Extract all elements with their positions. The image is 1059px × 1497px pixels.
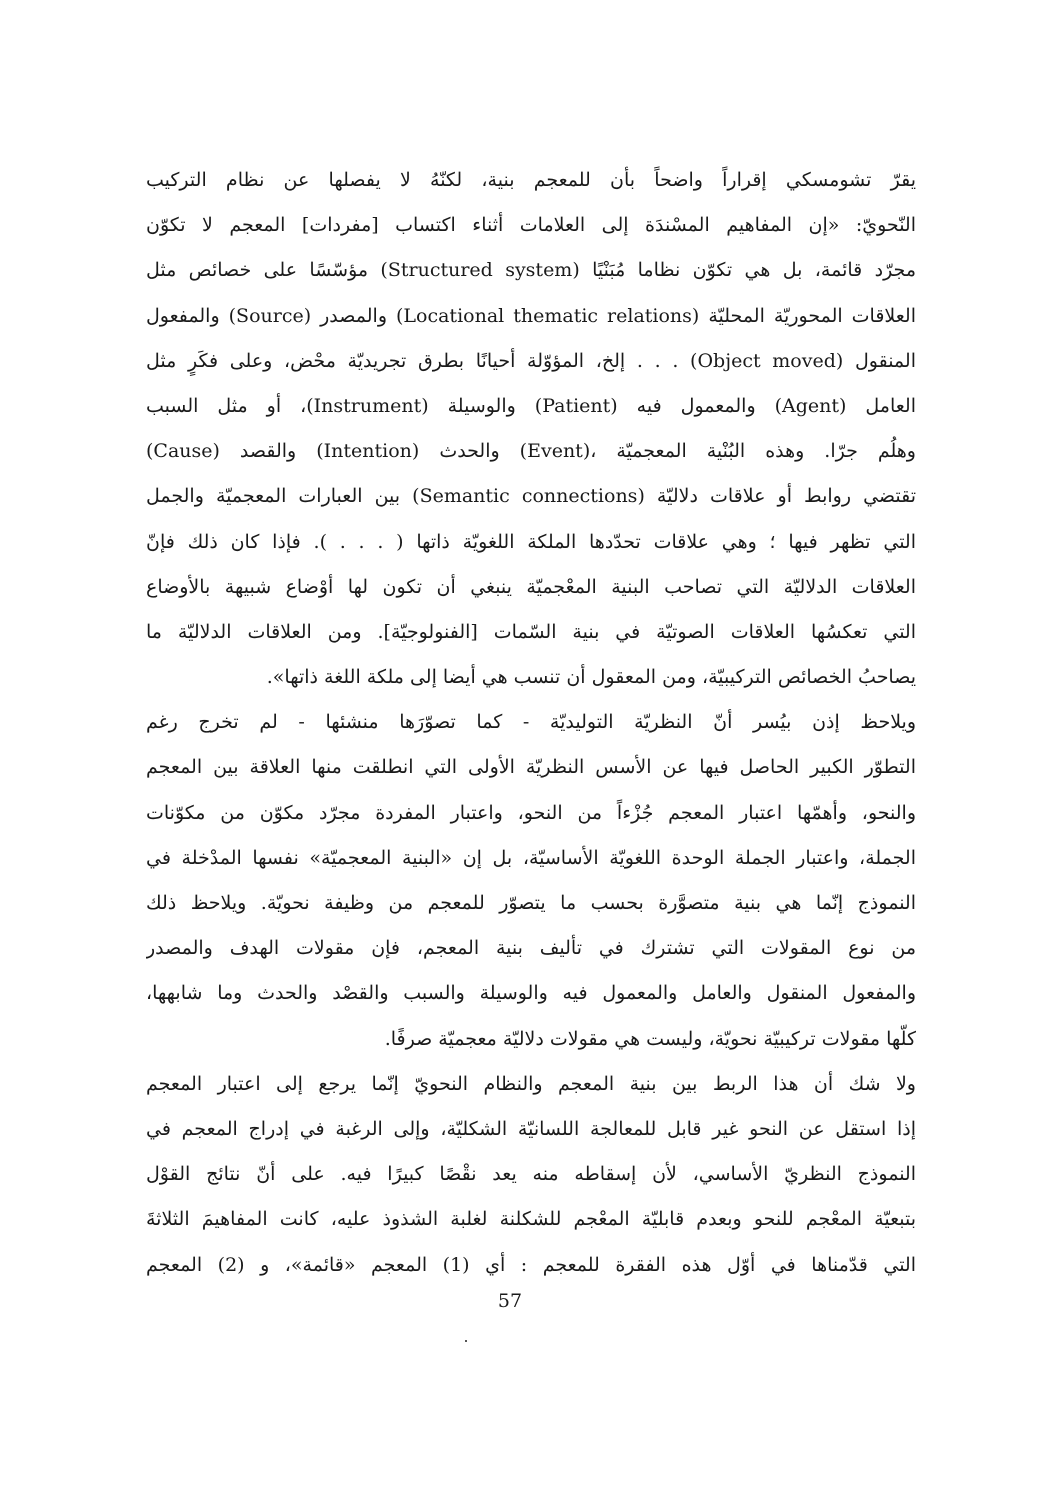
text-line: العامل (Agent) والمعمول فيه (Patient) والوسيلة (Instrument)، أو مثل السبب — [146, 394, 916, 417]
body-text — [146, 158, 916, 1288]
text-line: يصاحبُ الخصائص التركيبيّة، ومن المعقول أن تنسب هي أيضا إلى ملكة اللغة ذاتها». — [266, 666, 916, 689]
text-line: ويلاحظ إذن بيُسر أنّ النظريّة التوليديّة - كما تصوّرَها منشئها - لم تخرج رغم — [146, 711, 916, 734]
text-line: المنقول (Object moved) . . . إلخ، المؤوّلة أحيانًا بطرق تجريديّة محْض، وعلى فكَرٍ مثل — [146, 349, 916, 372]
text-line: النّحويّ: «إن المفاهيم المسْندَة إلى العلامات أثناء اكتساب [مفردات] المعجم لا تكوّن — [146, 214, 916, 237]
text-line: العلاقات المحوريّة المحليّة (Locational thematic relations) والمصدر (Source) والمفعول — [146, 304, 916, 327]
text-line: كلّها مقولات تركيبيّة نحويّة، وليست هي مقولات دلاليّة معجميّة صرفًا. — [384, 1027, 916, 1050]
text-line: التي تظهر فيها ؛ وهي علاقات تحدّدها الملكة اللغويّة ذاتها ( . . . ). فإذا كان ذلك فإنّ — [146, 530, 916, 553]
text-line: إذا استقل عن النحو غير قابل للمعالجة اللسانيّة الشكليّة، وإلى الرغبة في إدراج المعجم في — [146, 1117, 916, 1140]
page-number: 57 — [497, 1290, 523, 1312]
paragraph — [146, 700, 916, 1062]
text-line: التي تعكسُها العلاقات الصوتيّة في بنية السّمات [الفنولوجيّة]. ومن العلاقات الدلاليّة ما — [146, 620, 916, 643]
text-line: مجرّد قائمة، بل هي تكوّن نظاما مُبَنْيًا (Structured system) مؤسّسًا على خصائص مثل — [146, 259, 916, 282]
text-line: يقرّ تشومسكي إقراراً واضحاً بأن للمعجم بنية، لكنّهُ لا يفصلها عن نظام التركيب — [146, 169, 916, 191]
text-line: من نوع المقولات التي تشترك في تأليف بنية المعجم، فإن مقولات الهدف والمصدر — [146, 937, 916, 960]
text-line: بتبعيّة المعْجم للنحو وبعدم قابليّة المعْجم للشكلنة لغلبة الشذوذ عليه، كانت المفاهيمَ الثلاثةَ — [146, 1208, 916, 1231]
paragraph — [146, 158, 916, 700]
text-line: التي قدّمناها في أوّل هذه الفقرة للمعجم : أي (1) المعجم «قائمة»، و (2) المعجم — [146, 1253, 916, 1276]
text-line: النموذج إنّما هي بنية متصوَّرة بحسب ما يتصوّر للمعجم من وظيفة نحويّة. ويلاحظ ذلك — [146, 892, 916, 914]
text-line: تقتضي روابط أو علاقات دلاليّة (Semantic connections) بين العبارات المعجميّة والجمل — [146, 485, 916, 508]
text-line: النموذج النظريّ الأساسي، لأن إسقاطه منه يعد نقْصًا كبيرًا فيه. على أنّ نتائج القوْل — [146, 1163, 916, 1186]
text-line: والمفعول المنقول والعامل والمعمول فيه والوسيلة والسبب والقصْد والحدث وما شابهها، — [146, 982, 916, 1005]
text-line: (Cause) والقصد (Intention) والحدث (Event)، وهلُم جرّا. وهذه البُنْية المعجميّة — [146, 440, 916, 463]
text-line: الجملة، واعتبار الجملة الوحدة اللغويّة الأساسيّة، بل إن «البنية المعجميّة» نفسها المدْخلة في — [146, 846, 916, 869]
text-line: العلاقات الدلاليّة التي تصاحب البنية المعْجميّة ينبغي أن تكون لها أوْضاع شبيهة بالأوضاع — [146, 575, 916, 598]
paragraph — [146, 1062, 916, 1288]
text-line: ولا شك أن هذا الربط بين بنية المعجم والنظام النحويّ إنّما يرجع إلى اعتبار المعجم — [146, 1072, 916, 1095]
text-line: والنحو، وأهمّها اعتبار المعجم جُزْءاً من النحو، واعتبار المفردة مجرّد مكوّن من مكوّنات — [146, 801, 916, 824]
text-line: التطوّر الكبير الحاصل فيها عن الأسس النظريّة الأولى التي انطلقت منها العلاقة بين المعجم — [146, 756, 916, 779]
